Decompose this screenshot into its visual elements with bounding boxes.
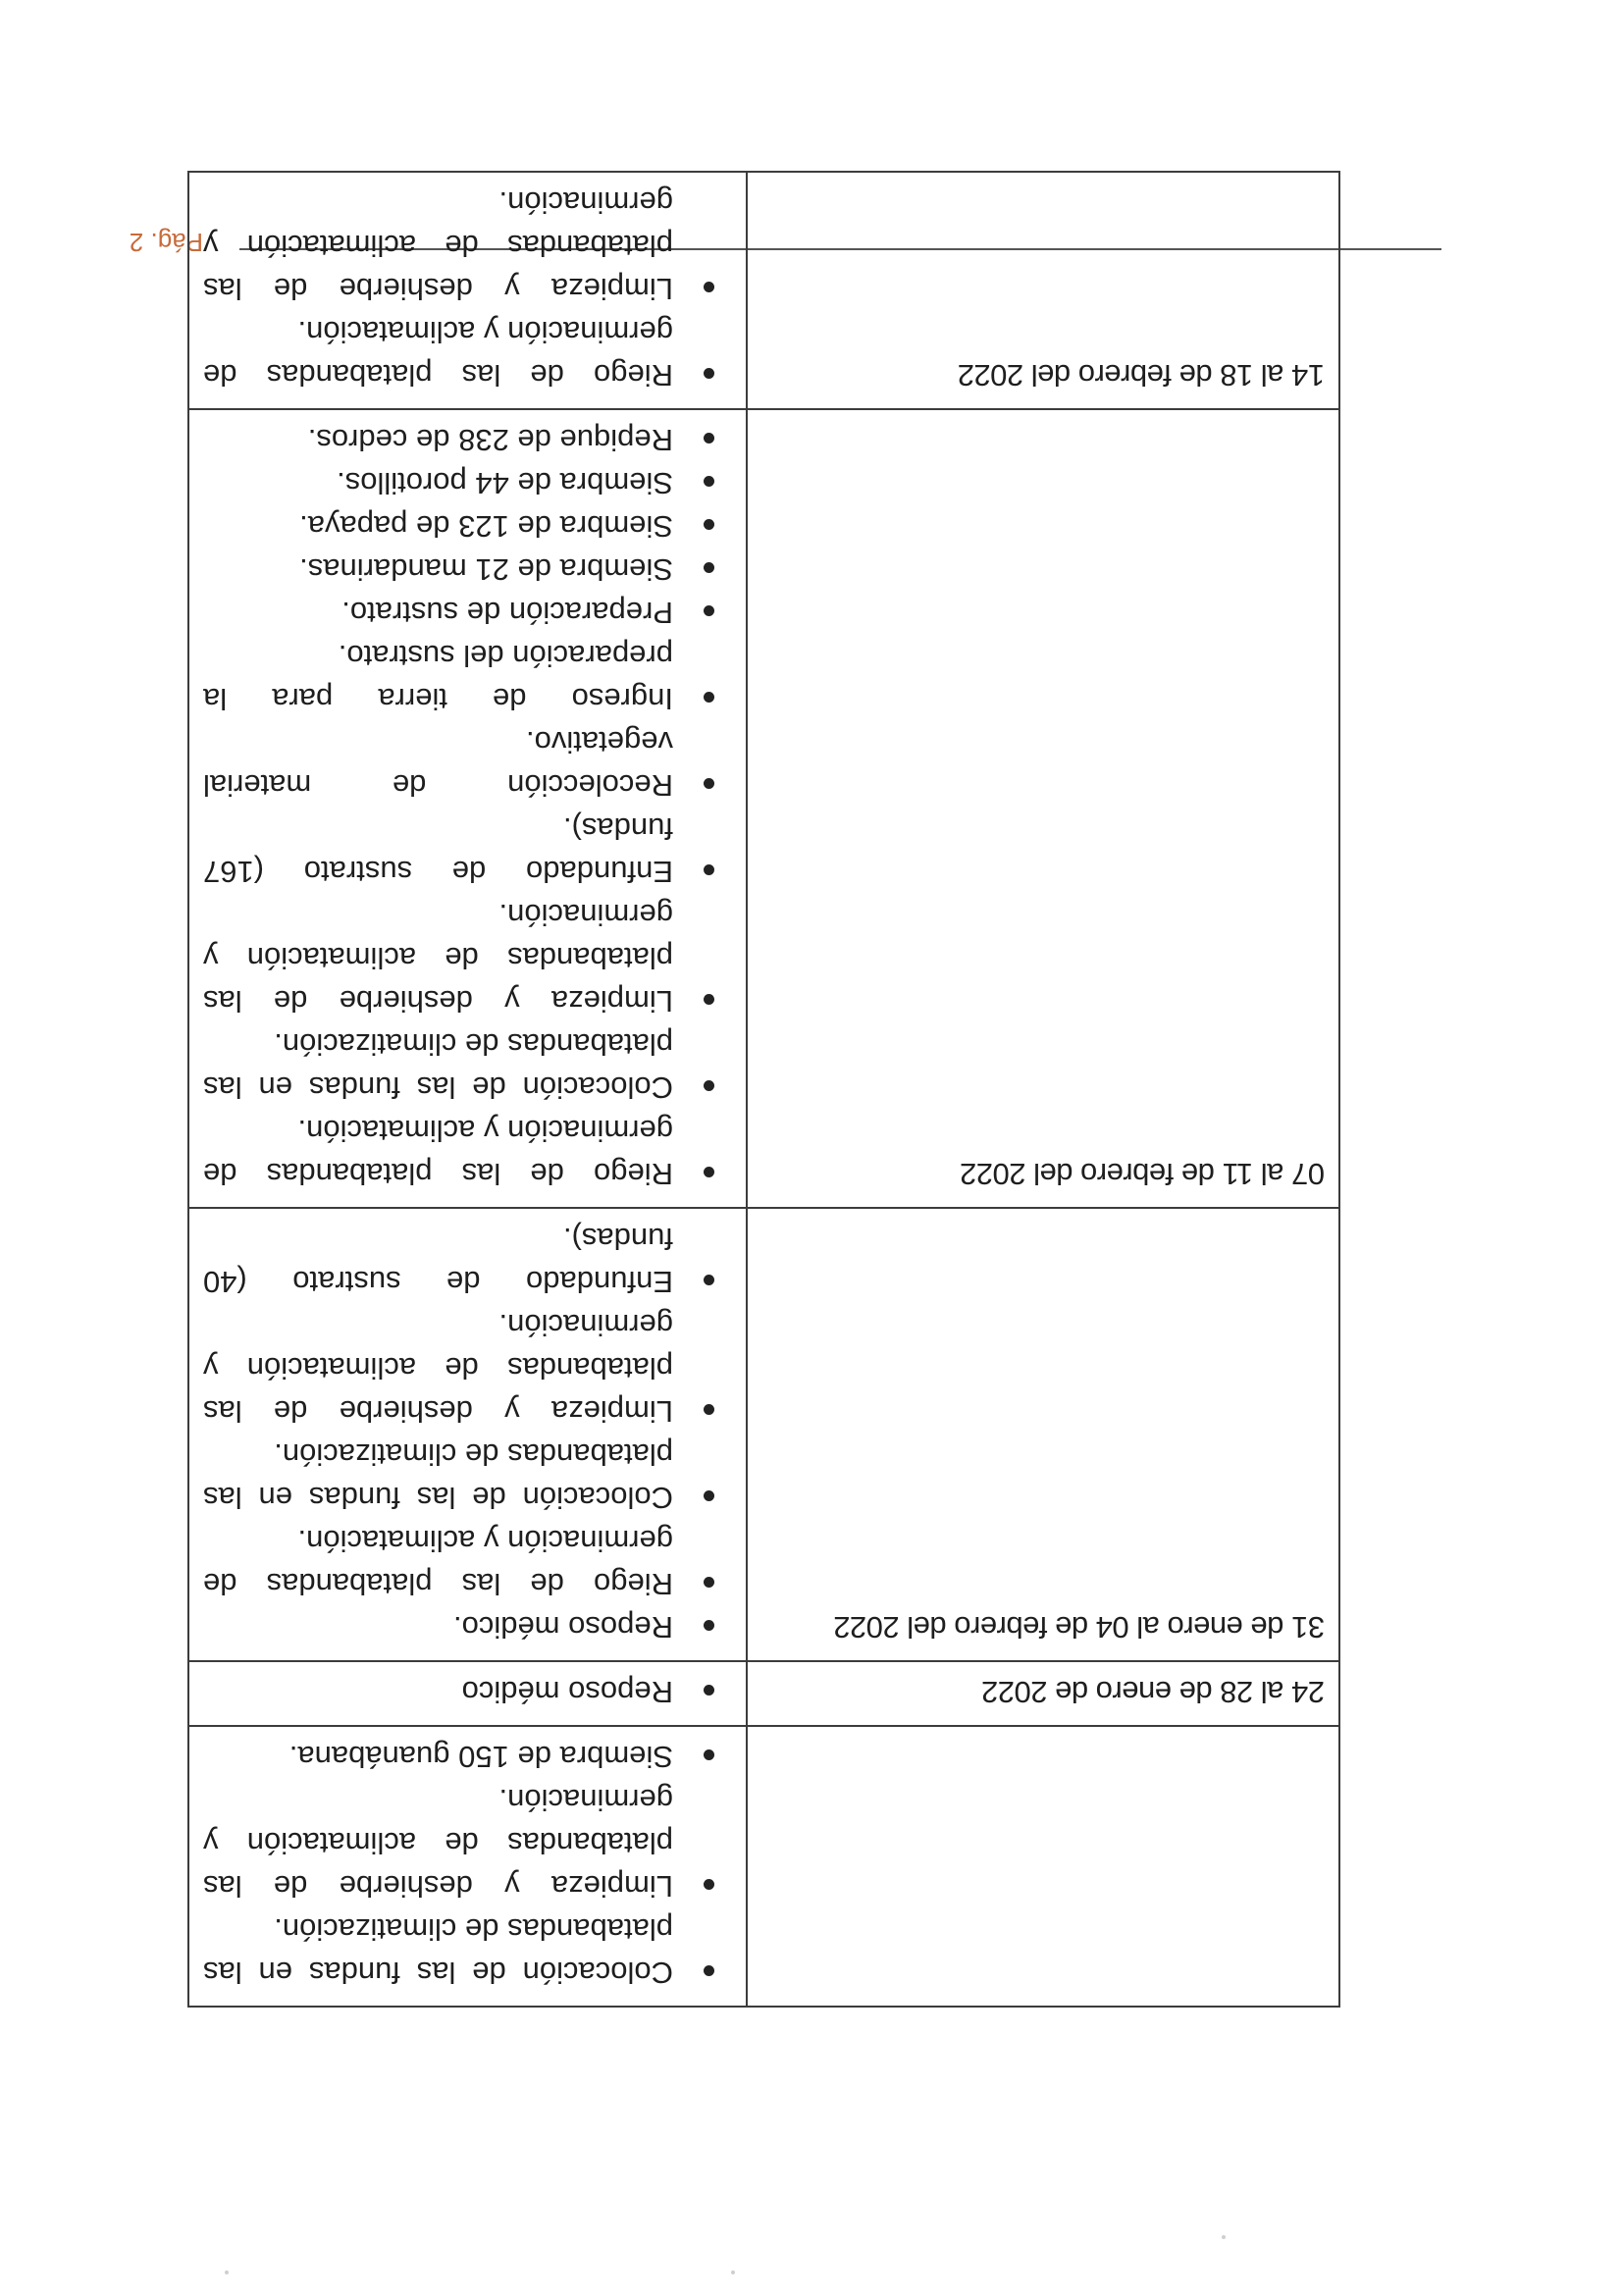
task-item: Limpieza y deshierbe de las platabandas de aclimatación y germinación. xyxy=(203,181,718,310)
task-item: Enfundado de sustrato (167 fundas). xyxy=(203,807,718,893)
task-item: Reposo médico xyxy=(203,1670,718,1713)
task-item: Limpieza y deshierbe de las platabandas de aclimatación y germinación. xyxy=(203,1303,718,1433)
page-number: Pág. 2 xyxy=(129,228,203,257)
task-item: Limpieza y deshierbe de las platabandas de aclimatación y germinación. xyxy=(203,1778,718,1907)
tasks-cell xyxy=(188,1726,747,2007)
task-item: Limpieza y deshierbe de las platabandas de aclimatación y germinación. xyxy=(203,893,718,1022)
task-item: Riego de las platabandas de germinación y aclimatación. xyxy=(203,1519,718,1605)
task-item: Siembra de 21 mandarinas. xyxy=(203,548,718,591)
task-list xyxy=(203,1670,718,1713)
activity-log-table xyxy=(187,171,1340,2008)
task-list xyxy=(203,181,718,396)
scan-speck xyxy=(225,2270,229,2274)
task-item: Siembra de 150 guanábana. xyxy=(203,1735,718,1778)
task-item: Colocación de las fundas en las platabandas de climatización. xyxy=(203,1022,718,1109)
tasks-cell xyxy=(188,1661,747,1726)
task-list xyxy=(203,1217,718,1648)
date-cell: 14 al 18 de febrero del 2022 xyxy=(747,172,1339,409)
task-item: Repique de 238 de cedros. xyxy=(203,418,718,461)
task-item: Ingreso de tierra para la preparación del sustrato. xyxy=(203,634,718,720)
task-item: Siembra de 123 de papaya. xyxy=(203,504,718,548)
date-cell: 24 al 28 de enero de 2022 xyxy=(747,1661,1339,1726)
task-item: Recolección de material vegetativo. xyxy=(203,720,718,807)
scan-speck xyxy=(731,2270,735,2274)
task-item: Colocación de las fundas en las platabandas de climatización. xyxy=(203,1907,718,1994)
date-cell: 31 de enero al 04 de febrero del 2022 xyxy=(747,1208,1339,1661)
task-item: Enfundado de sustrato (40 fundas). xyxy=(203,1217,718,1303)
date-cell xyxy=(747,1726,1339,2007)
task-item: Reposo médico. xyxy=(203,1605,718,1648)
task-item: Siembra de 44 porotillos. xyxy=(203,461,718,504)
scan-speck xyxy=(1222,2235,1226,2239)
table-row xyxy=(188,409,1339,1208)
date-cell: 07 al 11 de febrero del 2022 xyxy=(747,409,1339,1208)
tasks-cell xyxy=(188,1208,747,1661)
task-item: Colocación de las fundas en las platabandas de climatización. xyxy=(203,1433,718,1519)
task-item: Riego de las platabandas de germinación y aclimatación. xyxy=(203,1109,718,1195)
task-list xyxy=(203,1735,718,1994)
table-row xyxy=(188,1726,1339,2007)
table-row xyxy=(188,172,1339,409)
task-item: Riego de las platabandas de germinación y aclimatación. xyxy=(203,310,718,396)
table-row xyxy=(188,1661,1339,1726)
task-list xyxy=(203,418,718,1195)
tasks-cell xyxy=(188,172,747,409)
table-row xyxy=(188,1208,1339,1661)
task-item: Preparación de sustrato. xyxy=(203,591,718,634)
tasks-cell xyxy=(188,409,747,1208)
